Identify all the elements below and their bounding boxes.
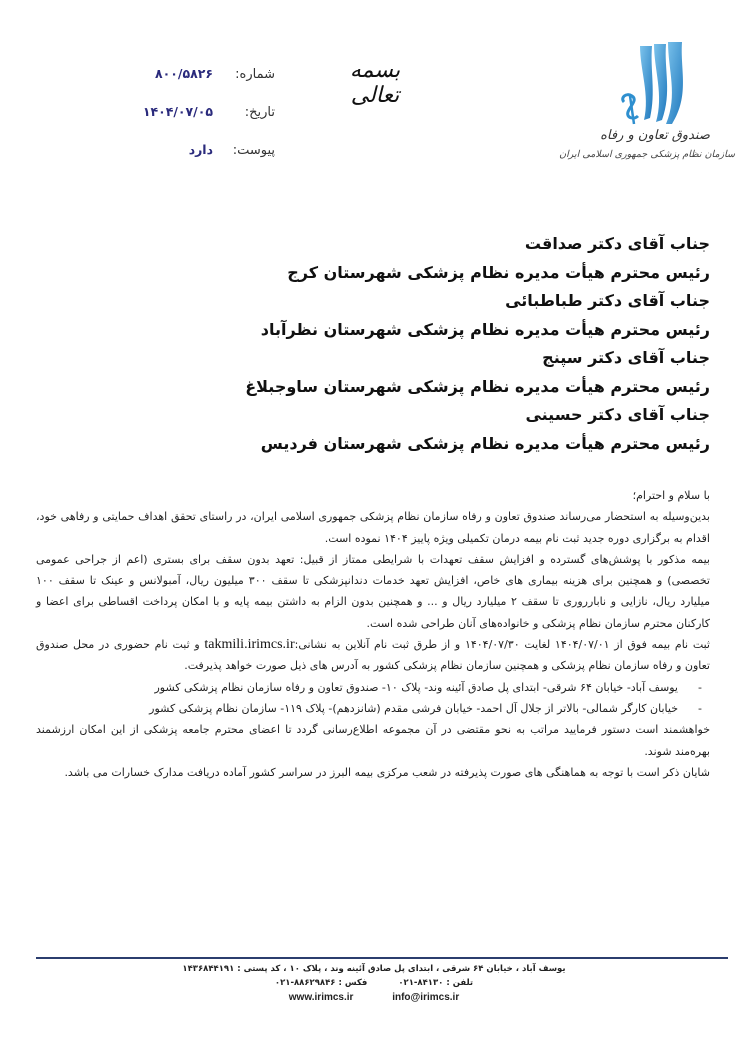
footer-fax: فکس : ۸۸۶۲۹۸۴۶-۰۲۱ <box>274 978 368 988</box>
footer-address: یوسف آباد ، خیابان ۶۴ شرقی ، ابتدای پل صادق آئینه وند ، پلاک ۱۰ ، کد پستی : ۱۴۳۶۸۴۴۱۹۱ <box>182 964 566 974</box>
letter-number-row <box>125 66 275 104</box>
address-text: خیابان کارگر شمالی- بالاتر از جلال آل احمد- خیابان فرشی مقدم (شانزدهم)- پلاک ۱۱۹- سازمان نظام پزشکی کشور <box>149 701 678 715</box>
letter-attachment-label: پیوست: <box>232 143 275 158</box>
address-list <box>36 677 710 720</box>
addressee-name: جناب آقای دکتر صداقت <box>524 234 710 253</box>
registration-text-before: ثبت نام بیمه فوق از ۱۴۰۴/۰۷/۰۱ لغایت ۱۴۰۴/۰۷/۳۰ و از طرق ثبت نام آنلاین به نشانی: <box>294 638 710 652</box>
addressee-name: جناب آقای دکتر سپنج <box>542 348 710 367</box>
footer-web <box>0 990 748 1006</box>
letter-footer <box>0 962 748 1006</box>
letter-number-value: ۸۰۰/۵۸۲۶ <box>155 66 213 81</box>
bismillah-calligraphy: بسمه تعالی <box>349 58 401 108</box>
addressees-block <box>150 230 710 458</box>
letter-date-label: تاریخ: <box>244 105 275 120</box>
address-item <box>36 677 710 698</box>
claims-paragraph: شایان ذکر است با توجه به هماهنگی های صورت پذیرفته در شعب مرکزی بیمه البرز در سراسر کشور آماده دریافت مدارک خسارات می باشد. <box>64 765 710 779</box>
dash-bullet: - <box>698 701 702 715</box>
address-item <box>36 698 710 719</box>
addressee-title: رئیس محترم هیأت مدیره نظام پزشکی شهرستان نظرآباد <box>260 319 710 339</box>
letter-date-value: ۱۴۰۴/۰۷/۰۵ <box>142 104 213 119</box>
letter-attachment-value: دارد <box>188 142 213 157</box>
letter-date-row <box>125 104 275 142</box>
letter-body <box>36 485 710 783</box>
footer-contacts <box>0 976 748 990</box>
organization-logo <box>559 40 735 190</box>
footer-divider <box>36 957 728 959</box>
coverage-paragraph: بیمه مذکور با پوشش‌های گسترده و افزایش سقف تعهدات با شرایطی ممتاز از قبیل: تعهد بدون سقف برای بستری (اعم از جراحی عمومی تخصصی) و همچنین برای هزینه بیماری های خاص، افزایش تعهد خدمات دندانپزشکی تا سقف ۳۰۰ میلیون ریال، آمبولانس و عینک تا سقف ۱۰۰ میلیارد ریال، نازایی و نابارروری تا سقف ۲ میلیارد ریال و ... و همچنین بدون الزام به داشتن بیمه پایه و با امکان پرداخت اقساطی برای اعضا و کارکنان محترم سازمان نظام پزشکی و خانواده‌های آنان طراحی شده است. <box>36 552 710 630</box>
addressee-title: رئیس محترم هیأت مدیره نظام پزشکی شهرستان ساوجبلاغ <box>245 376 710 396</box>
footer-email-link[interactable]: info@irimcs.ir <box>392 992 460 1003</box>
request-paragraph: خواهشمند است دستور فرمایید مراتب به نحو مقتضی در آن مجموعه اطلاع‌رسانی گردد تا اعضای محترم جامعه پزشکی از این امکان ارزشمند بهره‌مند شوند. <box>36 723 710 758</box>
dash-bullet: - <box>698 680 702 694</box>
letter-meta <box>125 66 275 180</box>
logo-title: صندوق تعاون و رفاه <box>600 128 710 143</box>
letter-number-label: شماره: <box>235 67 275 82</box>
addressee-title: رئیس محترم هیأت مدیره نظام پزشکی شهرستان فردیس <box>260 433 710 453</box>
addressee-name: جناب آقای دکتر طباطبائی <box>505 291 710 310</box>
footer-phone: تلفن : ۸۴۱۳۰-۰۲۱ <box>398 978 474 988</box>
irimcs-fund-logo-icon <box>610 40 700 128</box>
logo-subtitle: سازمان نظام پزشکی جمهوری اسلامی ایران <box>559 149 735 160</box>
registration-paragraph <box>36 634 710 677</box>
intro-paragraph: بدین‌وسیله به استحضار می‌رساند صندوق تعاون و رفاه سازمان نظام پزشکی جمهوری اسلامی ایران، در راستای تحقق اهداف حمایتی و رفاهی خود، اقدام به برگزاری دوره جدید ثبت نام بیمه درمان تکمیلی ویژه پاییز ۱۴۰۴ نموده است. <box>36 510 710 545</box>
registration-text-after: و ثبت نام حضوری در محل صندوق تعاون و رفاه سازمان نظام پزشکی و همچنین سازمان نظام پزشکی کشور به آدرس های ذیل صورت خواهد پذیرفت. <box>36 638 710 673</box>
footer-website-link[interactable]: www.irimcs.ir <box>288 992 354 1003</box>
registration-link[interactable]: takmili.irimcs.ir <box>204 637 295 653</box>
letter-attachment-row <box>125 142 275 180</box>
greeting: با سلام و احترام؛ <box>632 489 710 502</box>
address-text: یوسف آباد- خیابان ۶۴ شرقی- ابتدای پل صادق آئینه وند- پلاک ۱۰- صندوق تعاون و رفاه سازمان نظام پزشکی کشور <box>154 680 678 694</box>
addressee-title: رئیس محترم هیأت مدیره نظام پزشکی شهرستان کرج <box>287 262 710 282</box>
addressee-name: جناب آقای دکتر حسینی <box>525 405 710 424</box>
